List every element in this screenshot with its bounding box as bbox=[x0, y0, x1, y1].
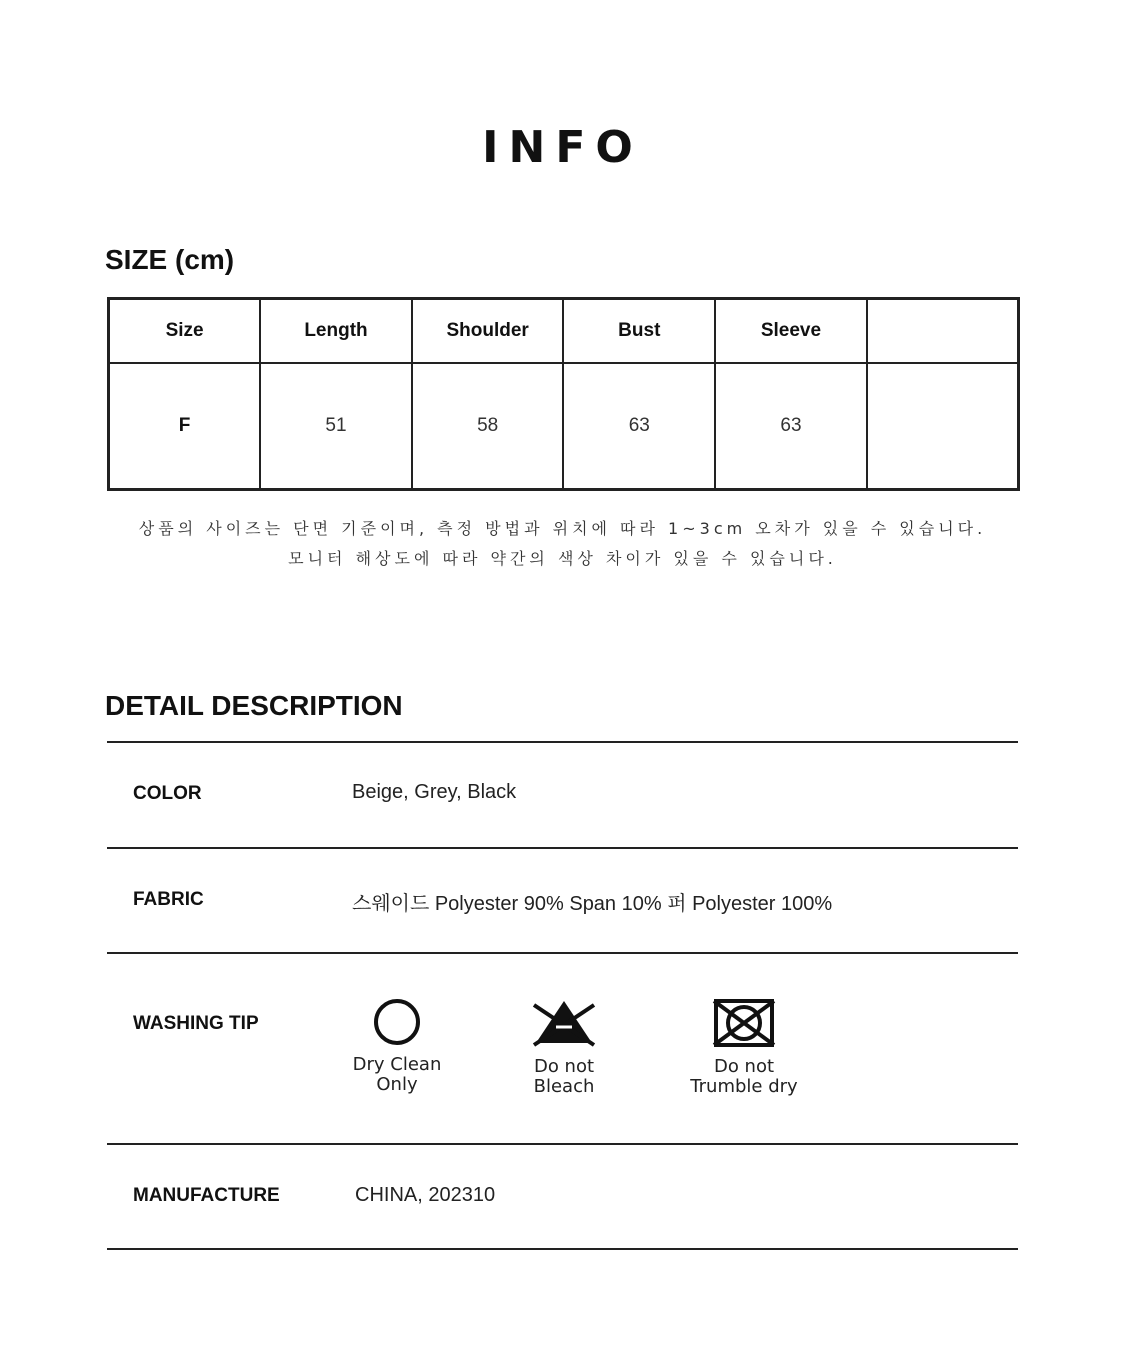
divider bbox=[107, 952, 1018, 954]
size-table-header: Bust bbox=[563, 299, 715, 364]
page-title: INFO bbox=[482, 122, 643, 173]
size-table-cell: F bbox=[109, 363, 261, 490]
size-table-cell: 63 bbox=[563, 363, 715, 490]
wash-label-line1: Do not bbox=[533, 1056, 595, 1077]
washing-tip-label: WASHING TIP bbox=[133, 1013, 259, 1034]
color-note: 모니터 해상도에 따라 약간의 색상 차이가 있을 수 있습니다. bbox=[288, 549, 837, 568]
fabric-value: 스웨이드 Polyester 90% Span 10% 퍼 Polyester 100% bbox=[352, 893, 833, 915]
size-table-header: Length bbox=[260, 299, 412, 364]
wash-item-dry-clean bbox=[317, 997, 477, 1095]
size-table-header: Shoulder bbox=[412, 299, 564, 364]
do-not-bleach-icon bbox=[530, 997, 598, 1049]
size-table-row bbox=[109, 363, 1019, 490]
wash-item-no-tumble-dry bbox=[664, 997, 824, 1097]
divider bbox=[107, 741, 1018, 743]
size-table-cell: 58 bbox=[412, 363, 564, 490]
divider bbox=[107, 1248, 1018, 1250]
size-table-header: Size bbox=[109, 299, 261, 364]
size-table-header bbox=[867, 299, 1019, 364]
wash-label-line2: Only bbox=[376, 1074, 418, 1095]
fabric-label: FABRIC bbox=[133, 889, 204, 910]
manufacture-label: MANUFACTURE bbox=[133, 1185, 280, 1206]
wash-label-line1: Do not bbox=[713, 1056, 775, 1077]
detail-section-heading: DETAIL DESCRIPTION bbox=[105, 690, 403, 721]
dry-clean-circle-icon bbox=[372, 997, 422, 1047]
wash-label-line2: Trumble dry bbox=[690, 1076, 798, 1097]
size-table-cell bbox=[867, 363, 1019, 490]
color-value: Beige, Grey, Black bbox=[352, 781, 517, 803]
size-section-heading: SIZE (cm) bbox=[105, 244, 235, 275]
wash-item-no-bleach bbox=[484, 997, 644, 1097]
wash-label-line2: Bleach bbox=[533, 1076, 595, 1097]
manufacture-value: CHINA, 202310 bbox=[355, 1184, 496, 1206]
size-table bbox=[107, 297, 1020, 491]
size-table-cell: 63 bbox=[715, 363, 867, 490]
size-table-cell: 51 bbox=[260, 363, 412, 490]
do-not-tumble-dry-icon bbox=[710, 997, 778, 1049]
divider bbox=[107, 1143, 1018, 1145]
divider bbox=[107, 847, 1018, 849]
color-label: COLOR bbox=[133, 783, 202, 804]
wash-label-line1: Dry Clean bbox=[352, 1054, 442, 1075]
size-note: 상품의 사이즈는 단면 기준이며, 측정 방법과 위치에 따라 1~3cm 오차가 있을 수 있습니다. bbox=[138, 519, 987, 538]
size-table-header-row bbox=[109, 299, 1019, 364]
size-table-header: Sleeve bbox=[715, 299, 867, 364]
